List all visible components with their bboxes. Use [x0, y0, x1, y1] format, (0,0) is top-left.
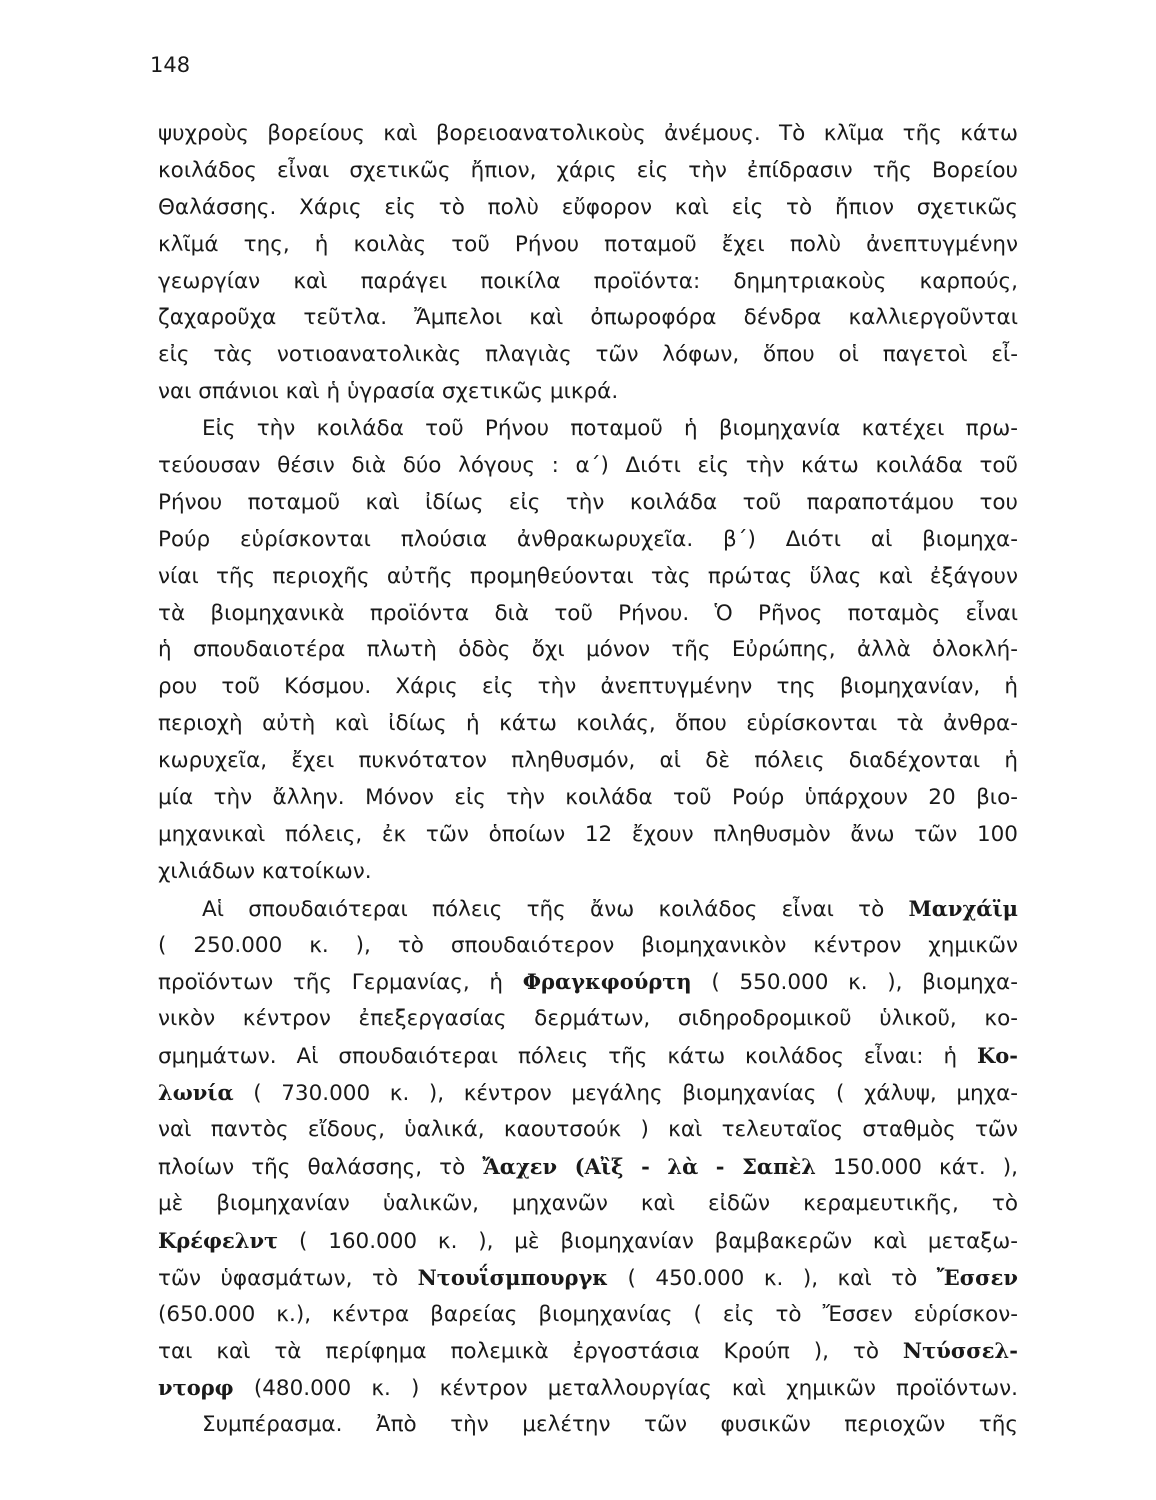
text-line: ντορφ (480.000 κ. ) κέντρον μεταλλουργίας καὶ χημικῶν προϊόντων.	[158, 1375, 1018, 1402]
text-line: σμημάτων. Αἱ σπουδαιότεραι πόλεις τῆς κάτω κοιλάδος εἶναι: ἡ Κο-	[158, 1043, 1018, 1070]
text-line: νίαι τῆς περιοχῆς αὐτῆς προμηθεύονται τὰς πρώτας ὕλας καὶ ἐξάγουν	[158, 563, 1018, 589]
text-line: εἰς τὰς νοτιοανατολικὰς πλαγιὰς τῶν λόφων, ὅπου οἱ παγετοὶ εἶ-	[158, 342, 1018, 368]
text-line: (650.000 κ.), κέντρα βαρείας βιομηχανίας ( εἰς τὸ Ἔσσεν εὑρίσκον-	[158, 1301, 1018, 1327]
text-line: Ρήνου ποταμοῦ καὶ ἰδίως εἰς τὴν κοιλάδα τοῦ παραποτάμου του	[158, 489, 1018, 515]
paragraph-start-line: Συμπέρασμα. Ἀπὸ τὴν μελέτην τῶν φυσικῶν περιοχῶν τῆς	[202, 1412, 1018, 1438]
text-line: περιοχὴ αὐτὴ καὶ ἰδίως ἡ κάτω κοιλάς, ὅπου εὑρίσκονται τὰ ἀνθρα-	[158, 711, 1018, 737]
text-line: κλῖμά της, ἡ κοιλὰς τοῦ Ρήνου ποταμοῦ ἔχει πολὺ ἀνεπτυγμένην	[158, 231, 1018, 257]
city-name: λωνία	[158, 1080, 234, 1106]
text-line: ναι σπάνιοι καὶ ἡ ὑγρασία σχετικῶς μικρά.	[158, 379, 619, 405]
text-line: ψυχροὺς βορείους καὶ βορειοανατολικοὺς ἀνέμους. Τὸ κλῖμα τῆς κάτω	[158, 121, 1018, 146]
city-name: Μανχάϊμ	[908, 895, 1018, 921]
text-line: Κρέφελντ ( 160.000 κ. ), μὲ βιομηχανίαν βαμβακερῶν καὶ μεταξω-	[158, 1227, 1018, 1254]
text-line: μηχανικαὶ πόλεις, ἐκ τῶν ὁποίων 12 ἔχουν πληθυσμὸν ἄνω τῶν 100	[158, 821, 1018, 847]
text-line: γεωργίαν καὶ παράγει ποικίλα προϊόντα: δημητριακοὺς καρπούς,	[158, 268, 1018, 294]
city-name: Κο-	[977, 1043, 1018, 1069]
text-line: κοιλάδος εἶναι σχετικῶς ἤπιον, χάρις εἰς τὴν ἐπίδρασιν τῆς Βορείου	[158, 157, 1018, 183]
city-name: Ἔσσεν	[936, 1264, 1018, 1290]
text-line: πλοίων τῆς θαλάσσης, τὸ Ἄαχεν (Αἲξ - λὰ - Σαπὲλ 150.000 κάτ. ),	[158, 1153, 1018, 1180]
city-name: Ἄαχεν (Αἲξ - λὰ - Σαπὲλ	[482, 1153, 816, 1179]
text-line: ζαχαροῦχα τεῦτλα. Ἄμπελοι καὶ ὀπωροφόρα δένδρα καλλιεργοῦνται	[158, 305, 1018, 331]
text-line: Θαλάσσης. Χάρις εἰς τὸ πολὺ εὔφορον καὶ εἰς τὸ ἤπιον σχετικῶς	[158, 194, 1018, 220]
text-line: τῶν ὑφασμάτων, τὸ Ντουΐσμπουργκ ( 450.000 κ. ), καὶ τὸ Ἔσσεν	[158, 1264, 1018, 1291]
city-name: Ντύσσελ-	[902, 1338, 1018, 1364]
city-name: Φραγκφούρτη	[522, 969, 692, 995]
text-line: ται καὶ τὰ περίφημα πολεμικὰ ἐργοστάσια Κρούπ ), τὸ Ντύσσελ-	[158, 1338, 1018, 1365]
page-number: 148	[150, 53, 191, 77]
paragraph-start-line: Αἱ σπουδαιότεραι πόλεις τῆς ἄνω κοιλάδος εἶναι τὸ Μανχάϊμ	[202, 895, 1018, 922]
text-line: χιλιάδων κατοίκων.	[158, 858, 372, 884]
text-line: ἡ σπουδαιοτέρα πλωτὴ ὁδὸς ὄχι μόνον τῆς Εὐρώπης, ἀλλὰ ὁλοκλή-	[158, 637, 1018, 663]
text-line: μία τὴν ἄλλην. Μόνον εἰς τὴν κοιλάδα τοῦ Ρούρ ὑπάρχουν 20 βιο-	[158, 785, 1018, 811]
text-line: Ρούρ εὑρίσκονται πλούσια ἀνθρακωρυχεῖα. β΄) Διότι αἱ βιομηχα-	[158, 526, 1018, 552]
paragraph-start-line: Εἰς τὴν κοιλάδα τοῦ Ρήνου ποταμοῦ ἡ βιομηχανία κατέχει πρω-	[202, 416, 1018, 442]
text-line: ναὶ παντὸς εἴδους, ὑαλικά, καουτσούκ ) καὶ τελευταῖος σταθμὸς τῶν	[158, 1117, 1018, 1143]
text-line: λωνία ( 730.000 κ. ), κέντρον μεγάλης βιομηχανίας ( χάλυψ, μηχα-	[158, 1080, 1018, 1107]
city-name: Ντουΐσμπουργκ	[417, 1264, 609, 1290]
city-name: Κρέφελντ	[158, 1227, 279, 1253]
city-name: ντορφ	[158, 1375, 234, 1401]
text-line: μὲ βιομηχανίαν ὑαλικῶν, μηχανῶν καὶ εἰδῶν κεραμευτικῆς, τὸ	[158, 1190, 1018, 1216]
text-line: κωρυχεῖα, ἔχει πυκνότατον πληθυσμόν, αἱ δὲ πόλεις διαδέχονται ἡ	[158, 748, 1018, 774]
text-line: ρου τοῦ Κόσμου. Χάρις εἰς τὴν ἀνεπτυγμένην της βιομηχανίαν, ἡ	[158, 674, 1018, 700]
text-line: προϊόντων τῆς Γερμανίας, ἡ Φραγκφούρτη ( 550.000 κ. ), βιομηχα-	[158, 969, 1018, 996]
text-line: τὰ βιομηχανικὰ προϊόντα διὰ τοῦ Ρήνου. Ὁ Ρῆνος ποταμὸς εἶναι	[158, 600, 1018, 626]
text-line: τεύουσαν θέσιν διὰ δύο λόγους : α΄) Διότι εἰς τὴν κάτω κοιλάδα τοῦ	[158, 453, 1018, 479]
text-line: ( 250.000 κ. ), τὸ σπουδαιότερον βιομηχανικὸν κέντρον χημικῶν	[158, 932, 1018, 958]
body-text	[158, 116, 1018, 1444]
text-line: νικὸν κέντρον ἐπεξεργασίας δερμάτων, σιδηροδρομικοῦ ὑλικοῦ, κο-	[158, 1006, 1018, 1032]
